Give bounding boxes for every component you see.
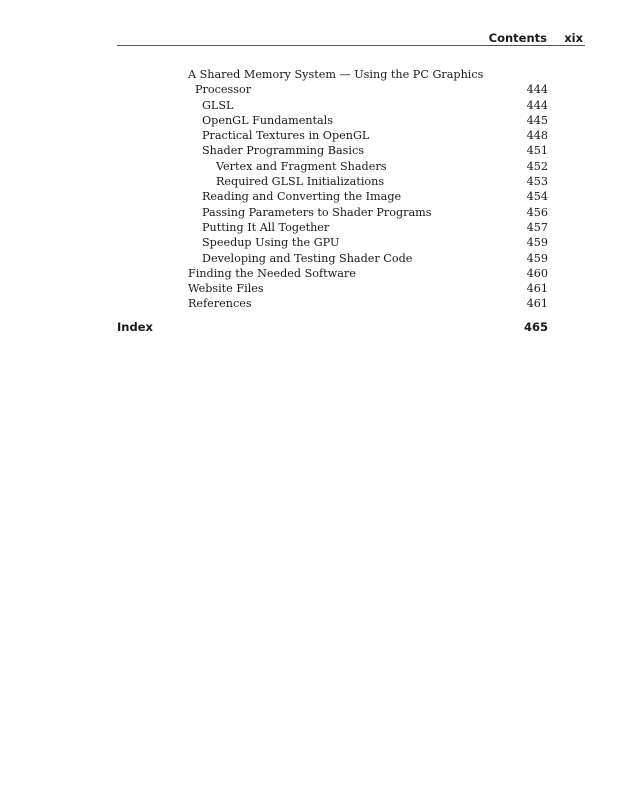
toc-entry-page: 451 [526,144,548,158]
toc-entry-page: 454 [526,190,548,204]
toc-entry-label: Website Files [188,282,264,296]
toc-entry-shared-memory-system-continued[interactable] [188,82,548,97]
toc-entry-label: Shader Programming Basics [202,144,364,158]
toc-entry-page: 459 [526,236,548,250]
toc-entry-page: 461 [526,282,548,296]
table-of-contents [188,67,548,312]
toc-entry-vertex-fragment-shaders[interactable] [188,159,548,174]
toc-entry-developing-testing-shader-code[interactable] [188,251,548,266]
toc-entry-reading-converting-image[interactable] [188,189,548,204]
toc-entry-page: 452 [526,159,548,173]
running-header [117,28,585,46]
toc-entry-page: 459 [526,251,548,265]
toc-entry-required-glsl-initializations[interactable] [188,174,548,189]
toc-entry-shader-programming-basics[interactable] [188,143,548,158]
toc-entry-page: 453 [526,175,548,189]
toc-entry-practical-textures[interactable] [188,128,548,143]
toc-entry-label: Putting It All Together [202,220,330,234]
toc-entry-page: 456 [526,205,548,219]
toc-entry-page: 457 [526,220,548,234]
toc-entry-index[interactable] [117,320,548,336]
toc-entry-page: 448 [526,129,548,143]
toc-entry-label: Practical Textures in OpenGL [202,129,370,143]
toc-entry-putting-it-all-together[interactable] [188,220,548,235]
toc-entry-label: Processor [195,83,252,97]
index-page: 465 [523,320,548,334]
toc-entry-page: 461 [526,297,548,311]
index-label: Index [117,320,153,334]
toc-entry-label: Reading and Converting the Image [202,190,402,204]
toc-entry-label: GLSL [202,98,234,112]
toc-entry-label: Speedup Using the GPU [202,236,340,250]
toc-entry-page: 460 [526,266,548,280]
toc-entry-speedup-using-gpu[interactable] [188,235,548,250]
toc-entry-label: Developing and Testing Shader Code [202,251,413,265]
toc-entry-glsl[interactable] [188,98,548,113]
toc-entry-label: Finding the Needed Software [188,266,356,280]
toc-entry-website-files[interactable] [188,281,548,296]
toc-entry-label: Vertex and Fragment Shaders [216,159,387,173]
toc-entry-label: Passing Parameters to Shader Programs [202,205,432,219]
header-page-number: xix [564,31,583,45]
header-section-title: Contents [488,31,547,45]
toc-entry-passing-parameters[interactable] [188,205,548,220]
toc-entry-label: OpenGL Fundamentals [202,113,334,127]
toc-entry-finding-needed-software[interactable] [188,266,548,281]
toc-entry-label: A Shared Memory System — Using the PC Graphics [188,68,484,81]
toc-entry-page: 445 [526,113,548,127]
toc-entry-references[interactable] [188,296,548,311]
toc-entry-shared-memory-system[interactable] [188,67,548,82]
toc-entry-opengl-fundamentals[interactable] [188,113,548,128]
toc-entry-label: Required GLSL Initializations [216,175,385,189]
toc-entry-page: 444 [526,83,548,97]
toc-entry-page: 444 [526,98,548,112]
toc-entry-label: References [188,297,252,311]
